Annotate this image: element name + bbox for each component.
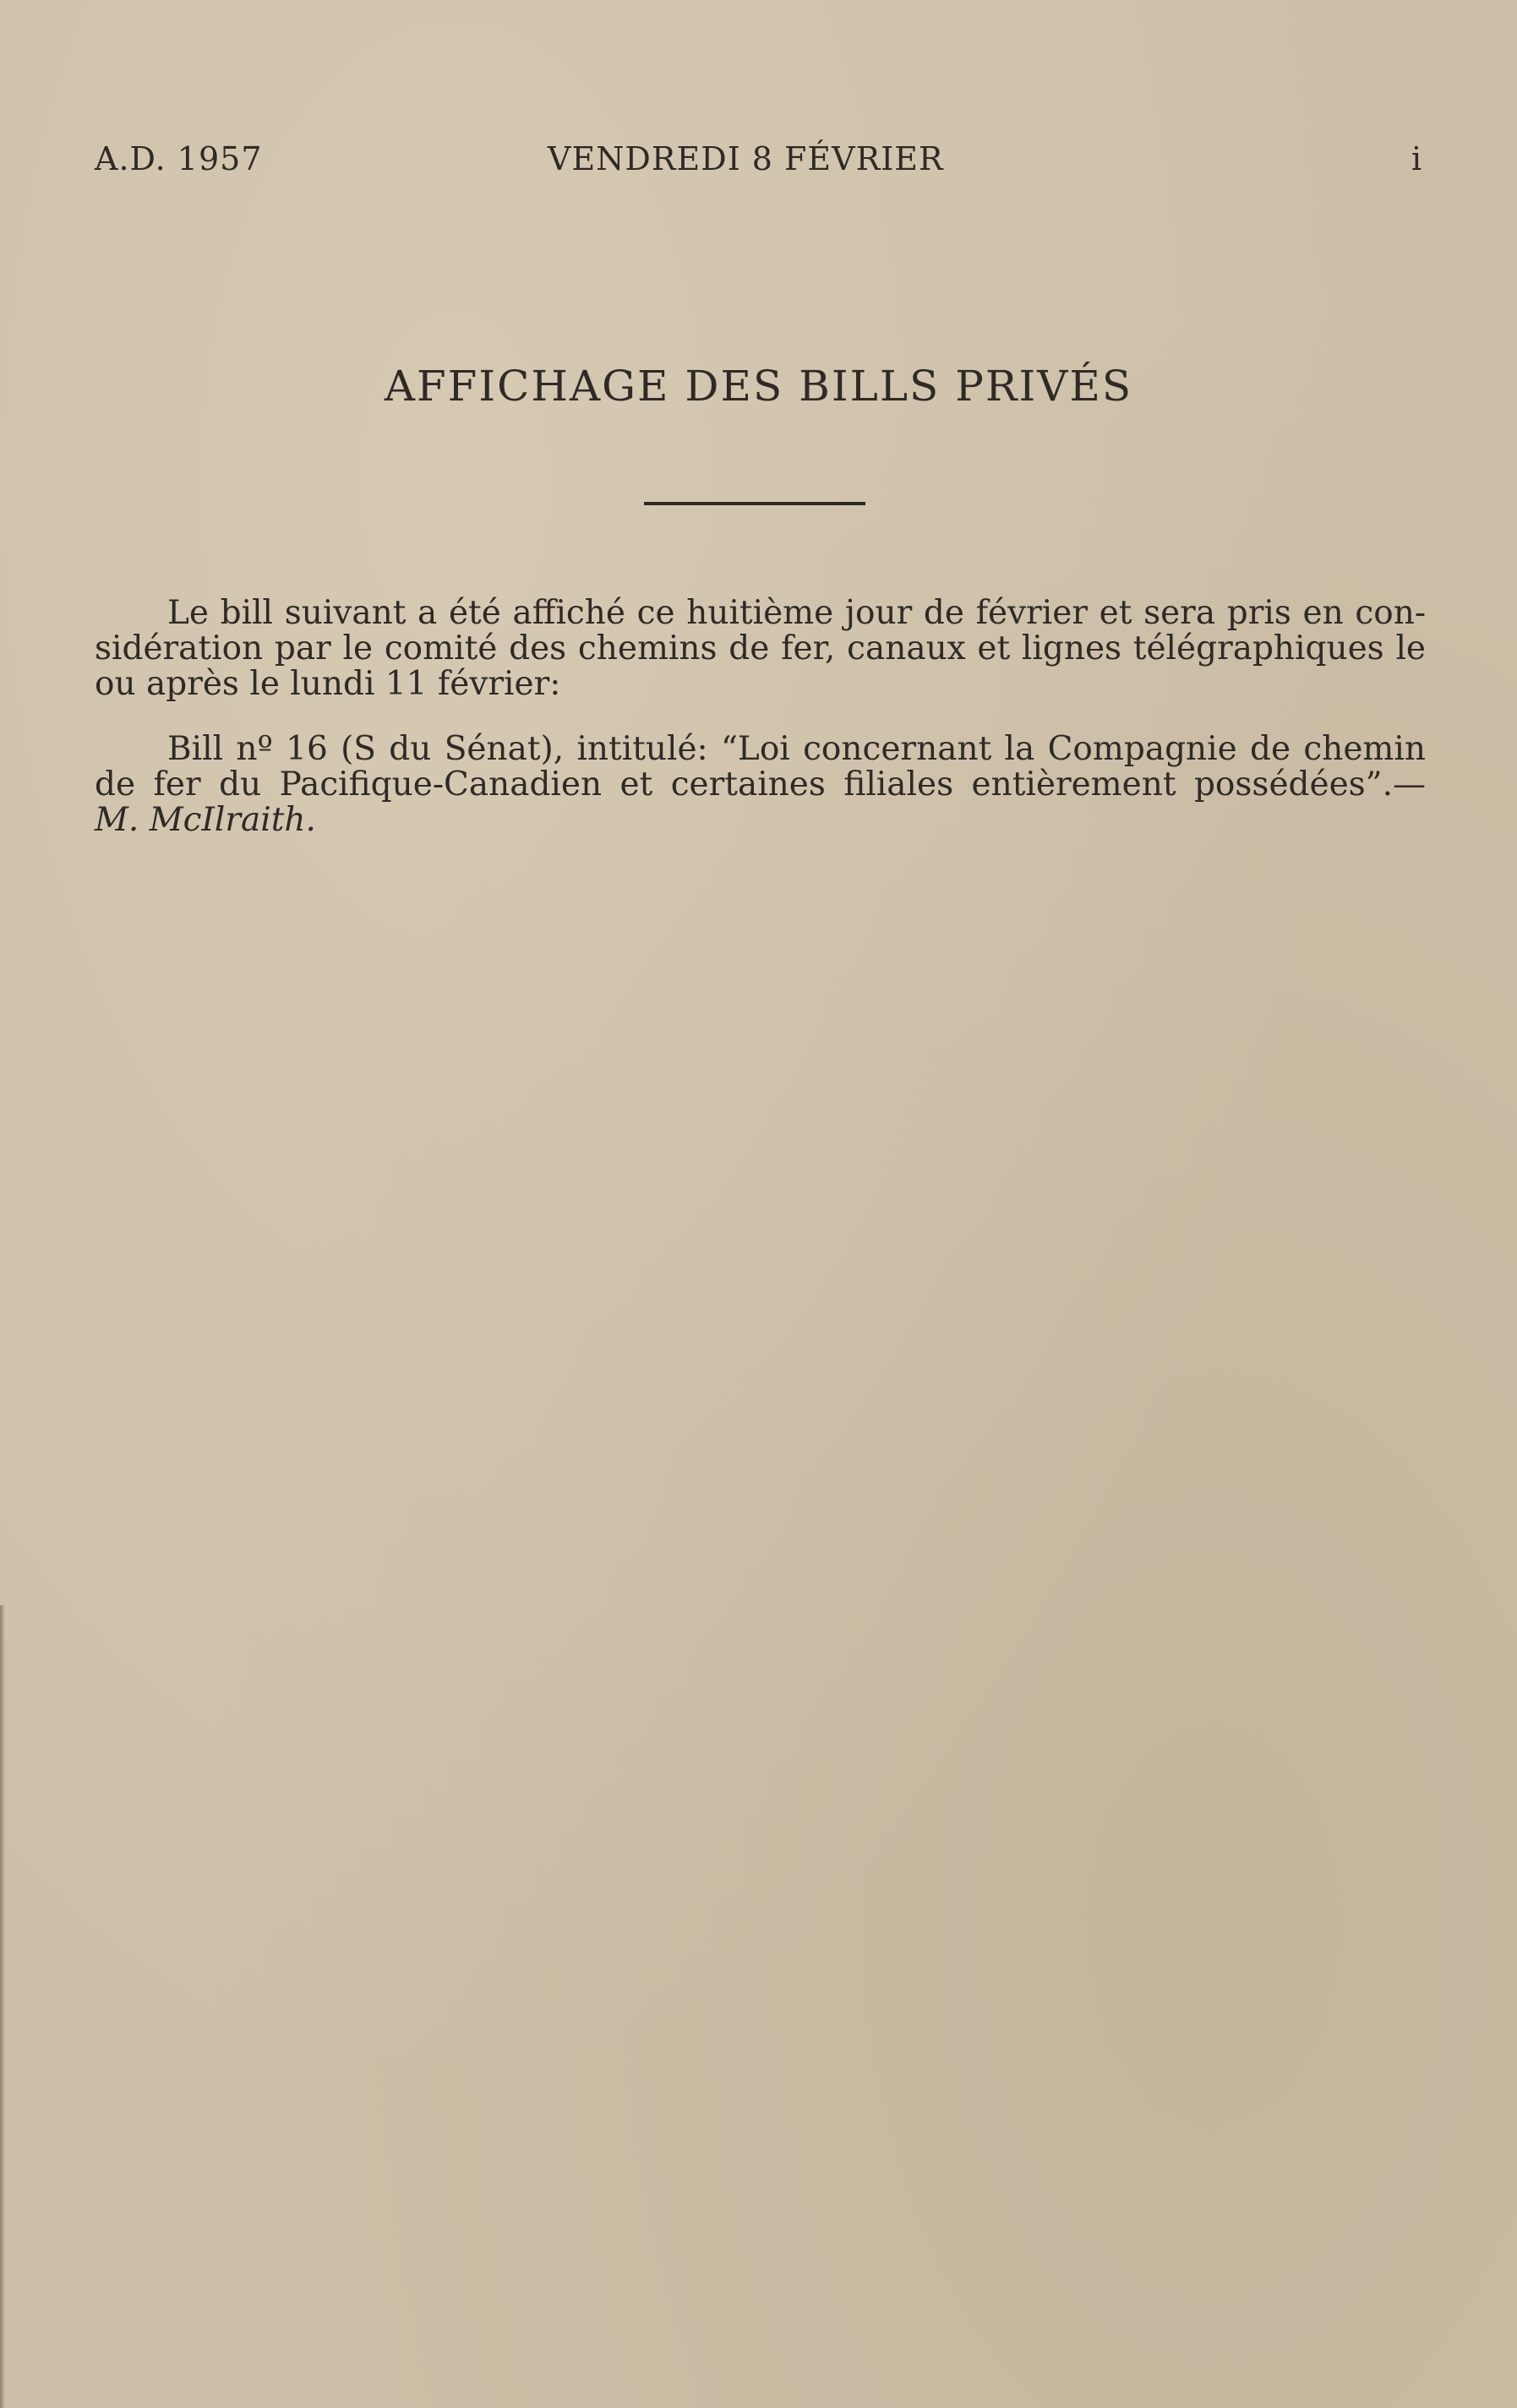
paragraph-line: Le bill suivant a été affiché ce huitième jour de février et sera pris en con- <box>167 594 1426 632</box>
paragraph-line: Bill nº 16 (S du Sénat), intitulé: “Loi concernant la Compagnie de chemin <box>167 730 1426 768</box>
page-number: i <box>1411 140 1423 177</box>
page-title: AFFICHAGE DES BILLS PRIVÉS <box>384 362 1133 411</box>
paragraph-line: de fer du Pacifique-Canadien et certaines filiales entièrement possédées”.— <box>95 765 1426 804</box>
header-year: A.D. 1957 <box>95 140 263 177</box>
title-divider <box>644 502 865 505</box>
notice-paragraph <box>95 596 1426 702</box>
page-edge-shadow <box>0 1605 5 2408</box>
signature: M. McIlraith. <box>95 801 316 839</box>
bill-paragraph <box>95 732 1426 838</box>
header-date: VENDREDI 8 FÉVRIER <box>548 140 944 177</box>
paragraph-line: ou après le lundi 11 février: <box>95 665 561 703</box>
paragraph-line: sidération par le comité des chemins de fer, canaux et lignes télégraphiques le <box>95 629 1426 667</box>
